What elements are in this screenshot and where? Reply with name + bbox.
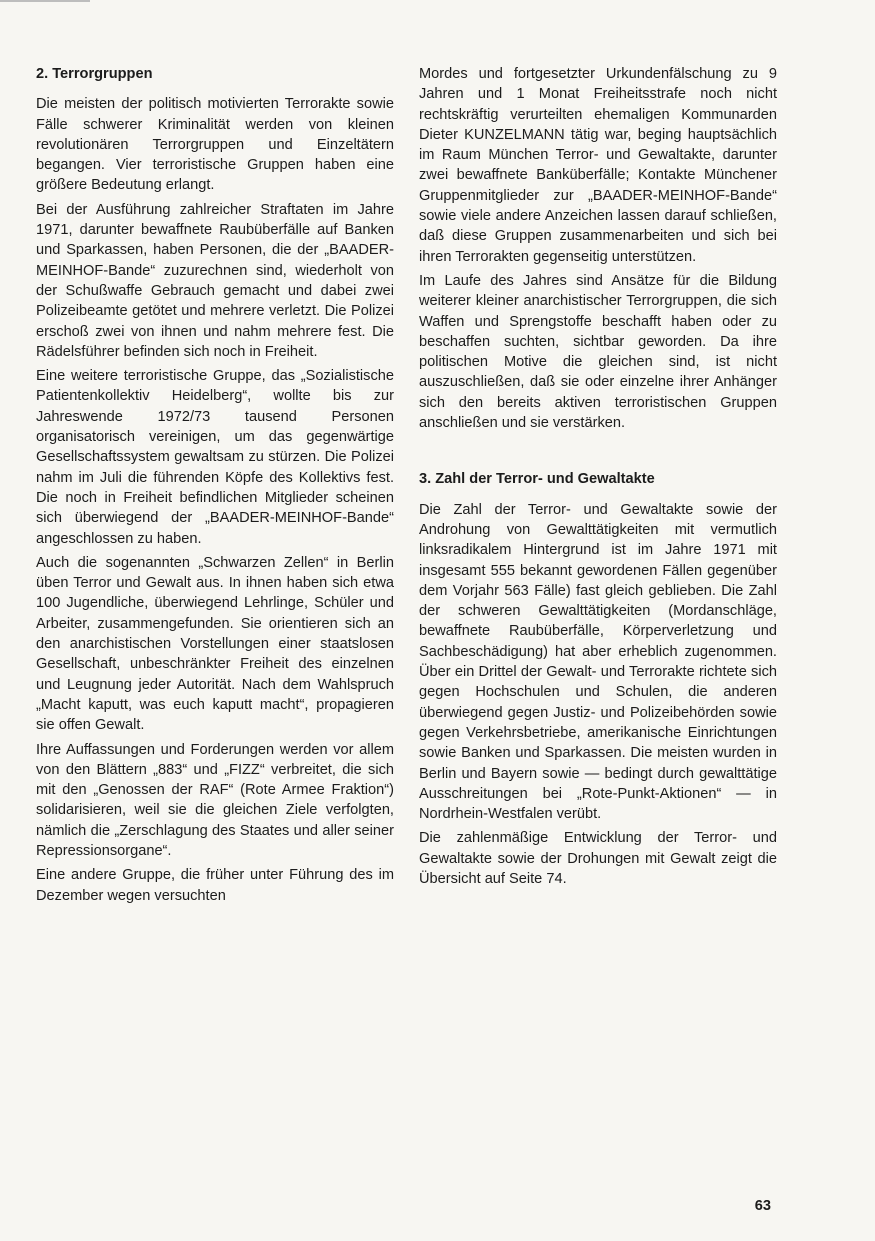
paragraph: Die meisten der politisch motivierten Terrorakte sowie Fälle schwerer Kriminalität werden von kleinen revolutionären Terrorgruppen und Einzeltätern begangen. Vier terroristische Gruppen haben eine größere Bedeutung erlangt. <box>36 96 394 194</box>
paragraph: Eine weitere terroristische Gruppe, das „Sozialistische Patientenkollektiv Heidelberg“, wollte bis zur Jahreswende 1972/73 tausend Personen organisatorisch vereinigen, um das gegenwärtige Gesellschaftssystem gewaltsam zu stürzen. Die Polizei nahm im Juli die führenden Köpfe des Kollektivs fest. Die noch in Freiheit befindlichen Mitglieder scheinen sich überwiegend der „BAADER-MEINHOF-Bande“ angeschlossen zu haben. <box>36 368 394 547</box>
paragraph: Die Zahl der Terror- und Gewaltakte sowie der Androhung von Gewalttätigkeiten mit vermutlich linksradikalem Hintergrund ist im Jahre 1971 mit insgesamt 555 bekannt gewordenen Fällen gegenüber dem Vorjahr 563 Fälle) fast gleich geblieben. Die Zahl der schweren Gewalttätigkeiten (Mordanschläge, bewaffnete Raubüberfälle, Körperverletzung und Sachbeschädigung) hat aber erheblich zugenommen. Über ein Drittel der Gewalt- und Terrorakte richtete sich gegen Hochschulen und Schulen, die anderen überwiegend gegen Justiz- und Polizeibehörden sowie gegen Verkehrsbetriebe, amerikanische Einrichtungen sowie Banken und Sparkassen. Die meisten wurden in Berlin und Bayern sowie — bedingt durch gewalttätige Ausschreitungen bei „Rote-Punkt-Aktionen“ — in Nordrhein-Westfalen verübt. <box>419 501 777 823</box>
section-heading-zahl-der-terrorakte: 3. Zahl der Terror- und Gewaltakte <box>419 471 655 488</box>
paragraph: Bei der Ausführung zahlreicher Straftaten im Jahre 1971, darunter bewaffnete Raubüberfälle auf Banken und Sparkassen, haben Personen, die der „BAADER-MEINHOF-Bande“ zuzurechnen sind, wiederholt von der Schußwaffe Gebrauch gemacht und dabei zwei Polizeibeamte getötet und mehrere verletzt. Die Polizei erschoß zwei von ihnen und nahm mehrere fest. Die Rädelsführer befinden sich noch in Freiheit. <box>36 201 394 360</box>
paragraph: Im Laufe des Jahres sind Ansätze für die Bildung weiterer kleiner anarchistischer Terrorgruppen, die sich Waffen und Sprengstoffe beschafft haben oder zu beschaffen suchten, sichtbar geworden. Da ihre politischen Motive die gleichen sind, ist nicht auszuschließen, daß sie oder einzelne ihrer Anhänger sich den bereits aktiven terroristischen Gruppen anschließen und sie verstärken. <box>419 272 777 432</box>
paragraph: Eine andere Gruppe, die früher unter Führung des im Dezember wegen versuchten <box>36 867 394 904</box>
left-column <box>36 64 394 910</box>
paragraph: Mordes und fortgesetzter Urkundenfälschung zu 9 Jahren und 1 Monat Freiheitsstrafe noch nicht rechtskräftig verurteilten ehemaligen Kommunarden Dieter KUNZELMANN tätig war, beging hauptsächlich im Raum München Terror- und Gewaltakte, darunter zwei bewaffnete Banküberfälle; Kontakte Münchener Gruppenmitglieder zur „BAADER-MEINHOF-Bande“ sowie viele andere Anzeichen lassen darauf schließen, daß diese Gruppen zusammenarbeiten und sich bei ihren Terrorakten gegenseitig unterstützen. <box>419 66 777 265</box>
right-column <box>419 64 777 893</box>
paragraph: Auch die sogenannten „Schwarzen Zellen“ in Berlin üben Terror und Gewalt aus. In ihnen haben sich etwa 100 Jugendliche, überwiegend Lehrlinge, Schüler und Arbeiter, zusammengefunden. Sie orientieren sich an den anarchistischen Vorstellungen einer staatslosen Gesellschaft, unbeschränkter Freiheit des einzelnen und Leugnung jeder Autorität. Nach dem Wahlspruch „Macht kaputt, was euch kaputt macht“, propagieren sie offen Gewalt. <box>36 554 394 734</box>
page-number: 63 <box>754 1198 771 1214</box>
section-heading-terrorgruppen: 2. Terrorgruppen <box>36 66 153 82</box>
top-edge-rule <box>0 0 90 2</box>
paragraph: Die zahlenmäßige Entwicklung der Terror- und Gewaltakte sowie der Drohungen mit Gewalt zeigt die Übersicht auf Seite 74. <box>419 830 777 887</box>
paragraph: Ihre Auffassungen und Forderungen werden vor allem von den Blättern „883“ und „FIZZ“ verbreitet, die sich mit den „Genossen der RAF“ (Rote Armee Fraktion“) solidarisieren, weil sie die gleichen Ziele verfolgten, nämlich die „Zerschlagung des Staates und aller seiner Repressionsorgane“. <box>36 741 394 859</box>
